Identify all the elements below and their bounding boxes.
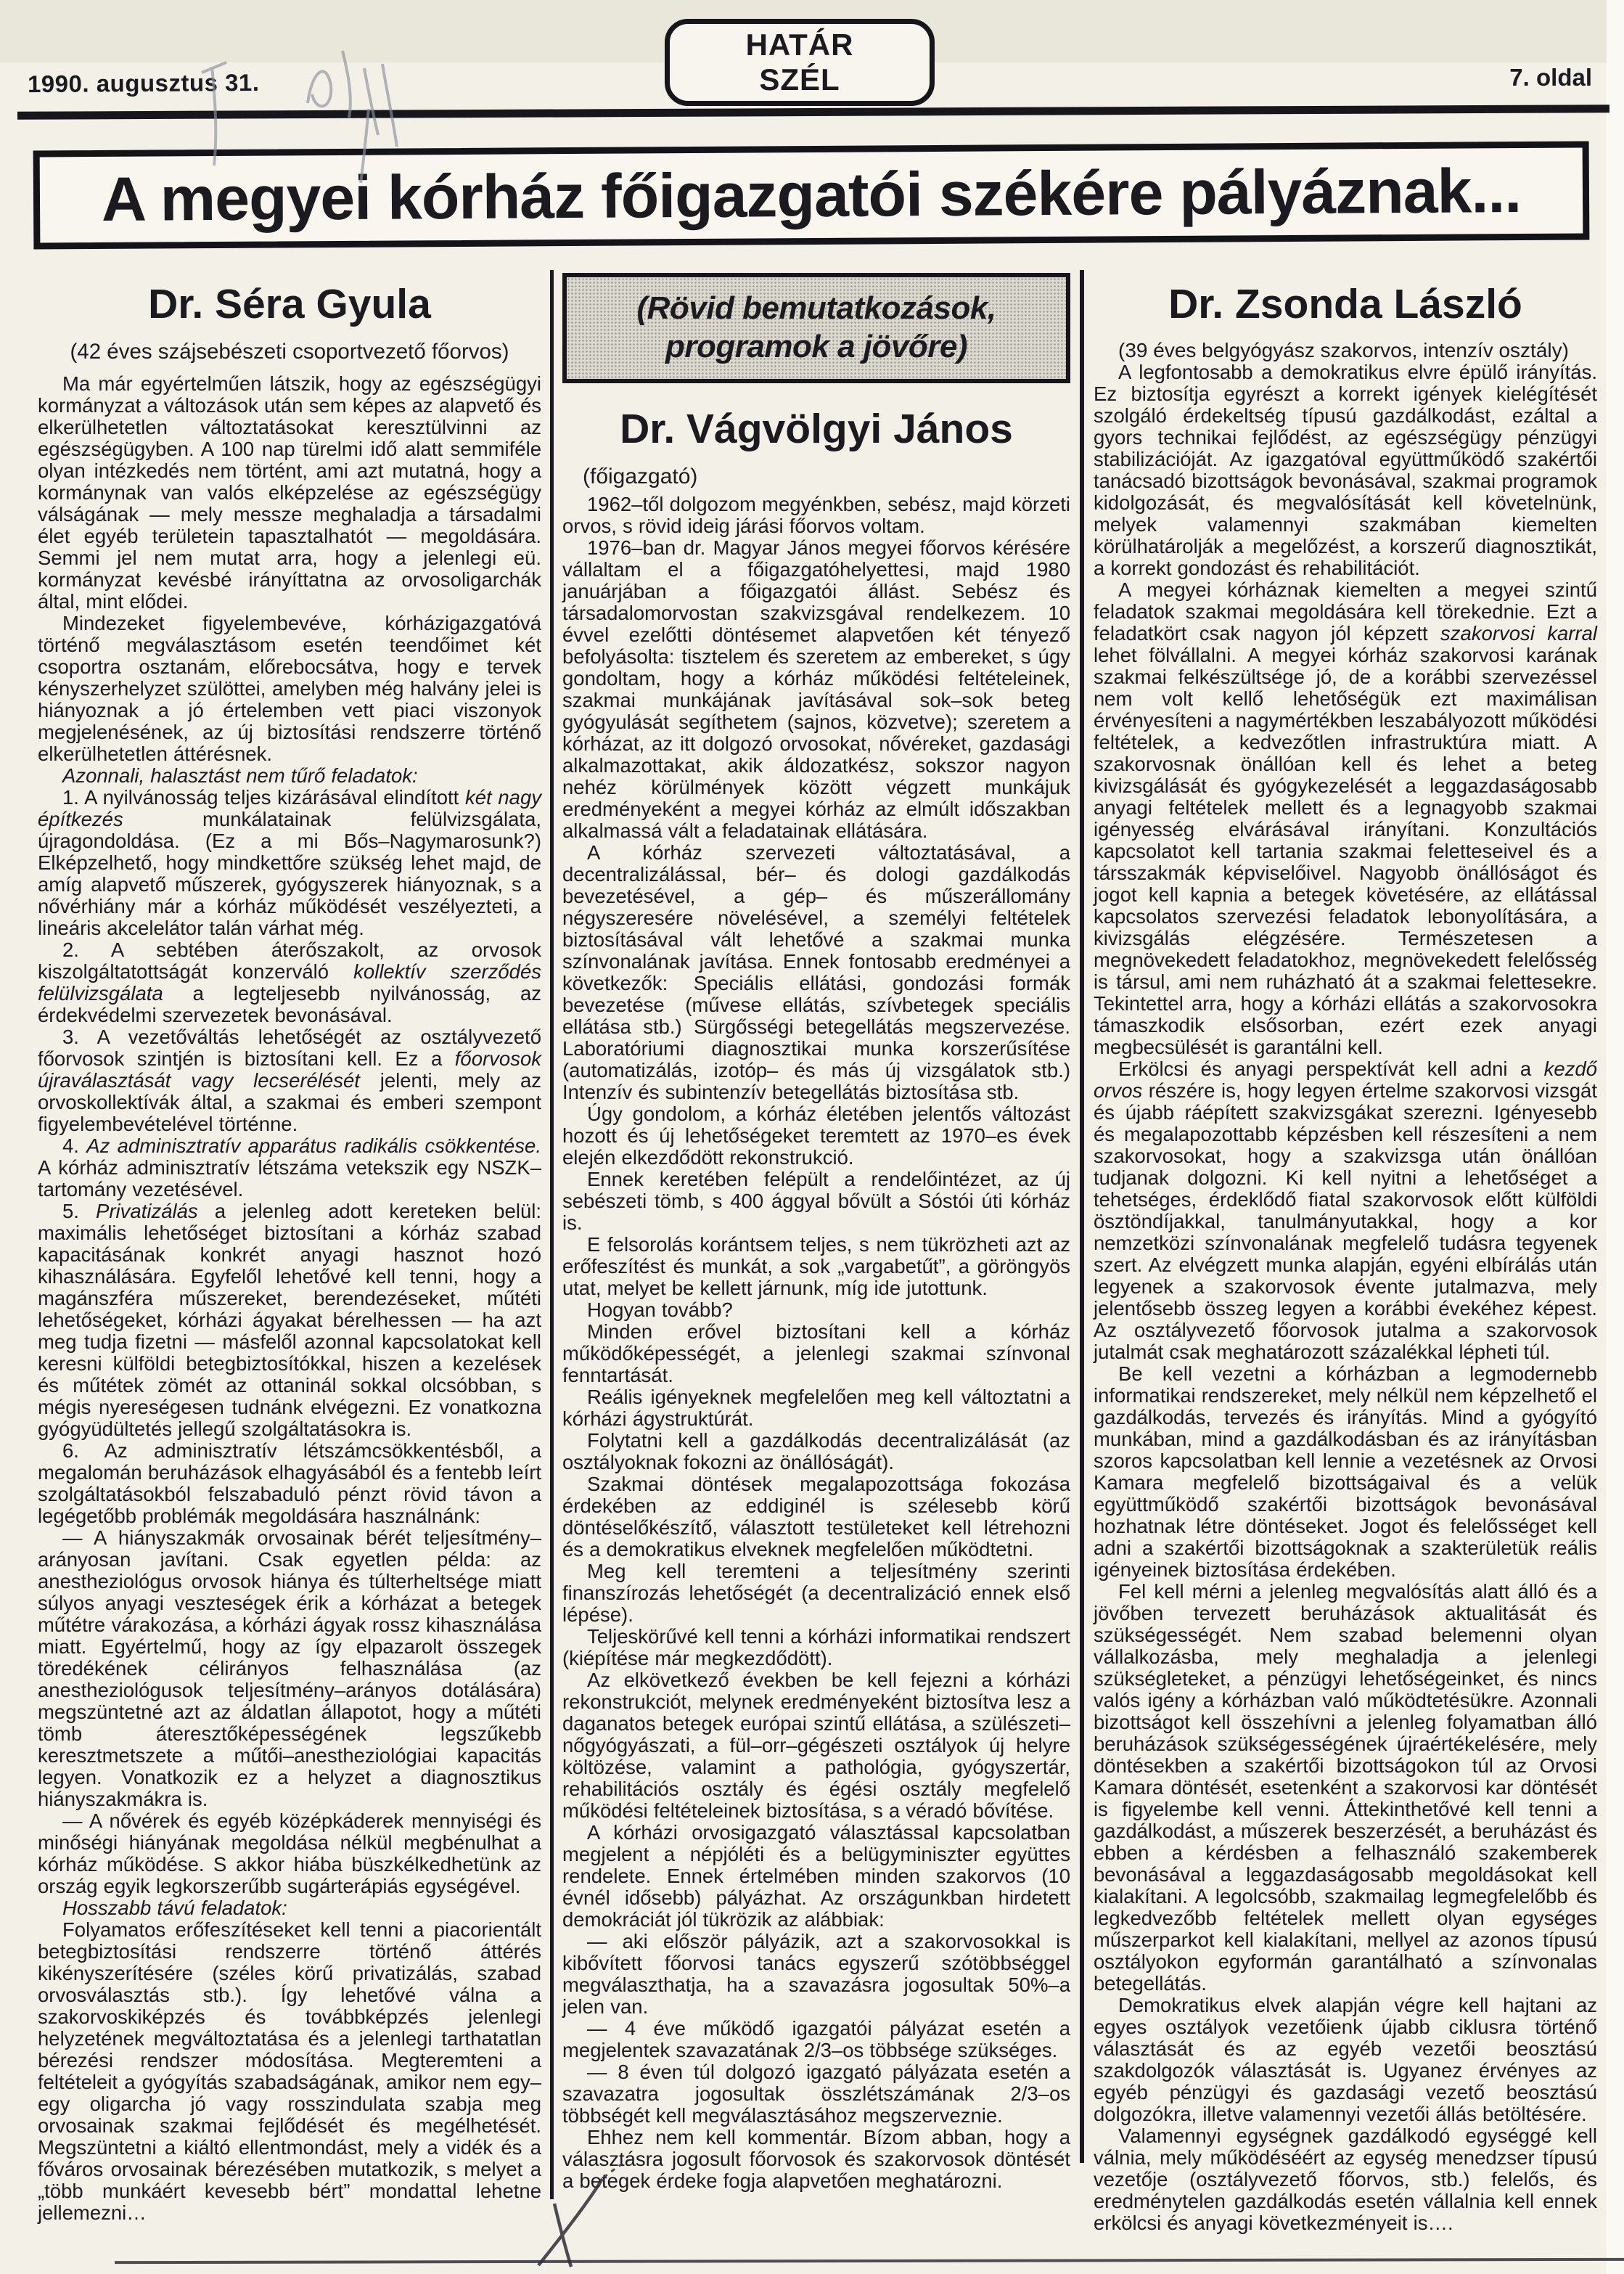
italic-emphasis: Az adminisztratív apparátus radikális csökkentése.	[86, 1134, 541, 1157]
article-paragraph	[38, 1897, 541, 1919]
column-vagvolgyi-janos	[562, 270, 1070, 2192]
italic-emphasis: Hosszabb távú feladatok:	[62, 1897, 287, 1919]
column-sera-gyula	[38, 270, 541, 2224]
italic-emphasis: két nagy építkezés	[38, 786, 541, 830]
masthead-box	[665, 19, 935, 106]
article-paragraph: — 4 éve működő igazgatói pályázat esetén a megjelentek szavazatának 2/3–os többsége szükséges.	[562, 2017, 1070, 2061]
article-paragraph: 1. A nyilvánosság teljes kizárásával elindított két nagy építkezés munkálatainak felülvizsgálata, újragondoldása. (Ez a mi Bős–Nagymarosunk?) Elképzelhető, hogy mindkettőre szükség lehet majd, de amíg alapvető műszerek, gyógyszerek hiányoznak, s a nővérhiány már a kórház működését veszélyezteti, a lineáris akcelelátor talán várhat még.	[38, 786, 541, 939]
italic-emphasis: Privatizálás	[96, 1200, 198, 1222]
article-body	[1094, 361, 1597, 2234]
series-intro-box: (Rövid bemutatkozások, programok a jövőre)	[562, 273, 1070, 383]
scan-right-edge	[1607, 0, 1624, 2274]
article-paragraph: Úgy gondolom, a kórház életében jelentős változást hozott és új lehetőségeket teremtett az 1970–es évek elején elkezdődött rekonstrukció.	[562, 1103, 1070, 1169]
article-paragraph: Teljeskörűvé kell tenni a kórházi informatikai rendszert (kiépítése már megkezdődött).	[562, 1625, 1070, 1669]
article-paragraph: Demokratikus elvek alapján végre kell hajtani az egyes osztályok vezetőienk újabb ciklusra történő választását és az egyéb vezetői beosztású szakdolgozók választását is. Ugyanez érvényes az egyéb pénzügyi és gazdasági vezető beosztású dolgozókra, illetve valamennyi vezetői állás betöltésére.	[1094, 1994, 1597, 2125]
article-paragraph: Az elkövetkező években be kell fejezni a kórházi rekonstrukciót, melynek eredményeként biztosítva lesz a daganatos betegek európai szintű ellátása, a szülészeti–nőgyógyászati, a fül–orr–gégészeti osztályok új helyre költözése, valamint a pathológia, gyógyszertár, rehabilitációs osztály és égési osztály megfelelő működési feltételeinek biztosítása, s a véradó bővítése.	[562, 1669, 1070, 1822]
page-number: 7. oldal	[1509, 64, 1592, 91]
article-paragraph: 3. A vezetőváltás lehetőségét az osztályvezető főorvosok szintjén is biztosítani kell. Ez a főorvosok újraválasztását vagy lecserélését jelenti, mely az orvoskollektívák által, a szakmai és emberi szempont figyelembevételével történne.	[38, 1026, 541, 1135]
article-paragraph: — aki először pályázik, azt a szakorvosokkal is kibővített főorvosi tanács egyszerű szótöbbséggel megválaszthatja, ha a szavazásra jogosultak 50%–a jelen van.	[562, 1930, 1070, 2018]
article-paragraph: Erkölcsi és anyagi perspektívát kell adni a kezdő orvos részére is, hogy legyen értelme szakorvosi vizsgát és újabb ráépített szakvizsgákat szerezni. Igényesebb és megalapozottabb képzésben kell részesíteni a nem szakorvosokat, hogy a szakvizsga után önállóan tudjanak dolgozni. Ki kell nyitni a lehetőséget a tehetséges, érdeklődő fiatal szakorvosok előtt külföldi ösztöndíjakkal, tanulmányutakkal, hogy a kor nemzetközi színvonalának megfelelő tudásra tegyenek szert. Az elvégzett munka alapján, egyéni elbírálás után legyenek a szakorvosok évente jutalmazva, mely jelentősebb összeg legyen a korábbi évekéhez képest. Az osztályvezető főorvosok jutalma a szakorvosok jutalmát csak meghatározott százalékkal lépheti túl.	[1094, 1058, 1597, 1363]
article-paragraph: Hogyan tovább?	[587, 1298, 733, 1321]
article-paragraph: 6. Az adminisztratív létszámcsökkentésből, a megalomán beruházások elhagyásából és a fentebb leírt szolgáltatásokból felszabaduló pénzt rövid távon a legégetőbb problémák megoldására használnánk:	[38, 1439, 542, 1527]
candidate-byline: (42 éves szájsebészeti csoportvezető főorvos)	[70, 340, 509, 364]
article-paragraph: Fel kell mérni a jelenleg megvalósítás alatt álló és a jövőben tervezett beruházások aktualitását és szükségességét. Nem szabad belemenni olyan vállalkozásba, mely meghaladja a jelenlegi szükségleteket, a pénzügyi lehetőségeinket, és nincs valós igény a kórházban való működtetésükre. Azonnali bizottságot kell összehívni a jelenleg folyamatban álló beruházások szükségességének újraértékelésére, mely döntésekben a szakértői bizottságokon túl az Orvosi Kamara döntését, esetenként a szakorvosi kar döntését is figyelembe kell venni. Áttekinthetővé kell tenni a gazdálkodást, a műszerek beszerzését, a beruházást és ebben a kérdésben a felhasználó szakemberek bevonásával a leggazdaságosabb megoldásokat kell kialakítani. A legolcsóbb, szakmailag legmegfelelőbb és legkedvezőbb feltételek mellett olyan egységes műszerparkot kell kialakítani, mellyel az azonos típusú osztályokon egyformán garantálható a színvonalas betegellátás.	[1094, 1580, 1597, 1995]
candidate-byline: (főigazgató)	[583, 465, 698, 488]
article-paragraph: 1962–től dolgozom megyénkben, sebész, majd körzeti orvos, s rövid ideig járási főorvos voltam.	[562, 493, 1070, 537]
article-body	[562, 494, 1070, 2192]
masthead-title-line1: HATÁR	[745, 28, 854, 62]
article-paragraph: Meg kell teremteni a teljesítmény szerinti finanszírozás lehetőségét (a decentralizáció ennek első lépése).	[562, 1560, 1070, 1626]
header-rule	[17, 105, 1609, 120]
article-paragraph: 1976–ban dr. Magyar János megyei főorvos kérésére vállaltam el a főigazgatóhelyettesi, majd 1980 januárjában a főigazgatói állást. Sebész és társadalomorvostan szakvizsgával rendelkezem. 10 évvel ezelőtti döntésemet alapvetően két tényező befolyásolta: tisztelem és szeretem az embereket, s úgy gondoltam, hogy a kórház működési feltételeinek, szakmai munkájának javításával sok–sok beteg gyógyulását segíthetem (sajnos, közvetve); szeretem a kórházat, az itt dolgozó orvosokat, nővéreket, gazdasági alkalmazottakat, akik áldozatkész, sokszor nagyon nehéz körülmények között végzett munkájuk eredményeként a megyei kórház az elmúlt időszakban alkalmassá vált a feladatainak ellátására.	[562, 536, 1070, 842]
article-paragraph: — 8 éven túl dolgozó igazgató pályázata esetén a szavazatra jogosultak összlétszámának 2/3–os többségét kell megválasztásához megszerveznie.	[562, 2061, 1070, 2127]
article-paragraph: Szakmai döntések megalapozottsága fokozása érdekében az eddiginél is szélesebb körű döntéselőkészítő, választott testületeket kell létrehozni és a demokratikus elveknek megfelelően működtetni.	[562, 1473, 1070, 1561]
article-paragraph: A legfontosabb a demokratikus elvre épülő irányítás. Ez biztosítja egyrészt a korrekt igények kielégítését szolgáló érdekeltség típusú gazdálkodást, ezáltal a gyors technikai fejlődést, az egészségügy pénzügyi stabilizációját. Az igazgatóval együttműködő szakértői tanácsadó bizottságok bevonásával, szakmai programok kidolgozását, és megvalósítását kell követelnünk, melyek valamennyi szakmában kiemelten körülhatárolják a megelőzést, a korszerű diagnosztikát, a korrekt gondozást és rehabilitációt.	[1094, 361, 1597, 579]
column-divider	[550, 270, 554, 2199]
article-paragraph: Ennek keretében felépült a rendelőintézet, az új sebészeti tömb, s 400 ággyal bővült a Sóstói úti kórház is.	[562, 1168, 1070, 1234]
article-paragraph: 2. A sebtében áterőszakolt, az orvosok kiszolgáltatottságát konzerváló kollektív szerződés felülvizsgálata a legteljesebb nyilvánosság, az érdekvédelmi szervezetek bevonásával.	[38, 938, 541, 1026]
article-paragraph: A megyei kórháznak kiemelten a megyei szintű feladatok szakmai megoldására kell törekednie. Ezt a feladatkört csak nagyon jól képzett szakorvosi karral lehet fölvállalni. A megyei kórház szakorvosi karának szakmai felkészültsége jó, de a korábbi szervezéssel nem volt kellő lehetőségük ezt maximálisan érvényesíteni a nagymértékben leszabályozott működési feltételek, a kedvezőtlen infrastruktúra miatt. A szakorvosnak önállóan kell és lehet a beteg kivizsgálását és gyógykezelését a leggazdaságosabb anyagi feltételek mellett és a legnagyobb szakmai igényesség elvárásával irányítani. Konzultációs kapcsolatot kell tartania szakmai feletteseivel és a társszakmák képviselőivel. Nagyobb önállóságot és jogot kell kapnia a betegek követésére, az ellátással kapcsolatos szervezési feladatok lebonyolítására, a kivizsgálás elégzésére. Természetesen a megnövekedett feladatokhoz, megnövekedett felelősség is társul, ami nem ruházható át a szakmai felettesekre. Tekintettel arra, hogy a kórházi ellátás a szakorvosokra támaszkodik elsősorban, ezért ezek anyagi megbecsülését is garantálni kell.	[1094, 578, 1597, 1058]
article-paragraph: Ehhez nem kell kommentár. Bízom abban, hogy a választásra jogosult főorvosok és szakorvosok döntését a betegek érdeke fogja alapvetően meghatározni.	[562, 2126, 1070, 2192]
masthead-title-line2: SZÉL	[759, 62, 840, 97]
italic-emphasis: kezdő orvos	[1094, 1058, 1597, 1102]
article-paragraph: 5. Privatizálás a jelenleg adott kereteken belül: maximális lehetőséget biztosítani a kórház szabad kapacitásának konkrét anyagi hasznot hozó kihasználására. Egyfelől lehetővé kell tenni, hogy a magánszféra műszereket, berendezéseket, műtéti lehetőségeket, kórházi ágyakat bérelhessen — ha azt meg tudja fizetni — másfelől azonnal kapcsolatokat kell keresni külföldi betegbiztosítókkal, hiszen a kezelések és műtétek zömét az ottaninál sokkal olcsóbban, s mégis nyereségesen tudnánk elvégezni. Ez vonatkozna gyógyüdültetés jellegű szolgáltatásokra is.	[38, 1200, 541, 1440]
italic-emphasis: szakorvosi karral	[1440, 622, 1597, 645]
main-headline: A megyei kórház főigazgatói székére pályáznak...	[101, 155, 1522, 234]
article-paragraph: Valamennyi egységnek gazdálkodó egységgé kell válnia, mely működéséért az egység menedzser típusú vezetője (osztályvezető főorvos, stb.) felelős, és eredménytelen gazdálkodás esetén vállalnia kell ennek erkölcsi és anyagi következményeit is….	[1094, 2124, 1597, 2234]
italic-emphasis: Azonnali, halasztást nem tűrő feladatok:	[62, 764, 418, 787]
candidate-name-heading: Dr. Séra Gyula	[148, 281, 431, 327]
article-body	[38, 373, 541, 2224]
issue-date: 1990. augusztus 31.	[27, 68, 260, 98]
article-columns	[38, 270, 1599, 2234]
column-zsonda-laszlo	[1094, 270, 1597, 2234]
article-paragraph: Folyamatos erőfeszítéseket kell tenni a piacorientált betegbiztosítási rendszerre történő áttérés kikényszerítésére (széles körű privatizálás, szabad orvosválasztás stb.). Így lehetővé válna a szakorvoskiképzés és továbbképzés jelenlegi helyzetének megváltoztatása és a jelenlegi tarthatatlan bérezési rendszer módosítása. Megteremteni a feltételeit a gyógyítás szabadságának, amikor nem egy–egy oligarcha jó vagy rosszindulata szabja meg orvosainak szakmai fejlődését és megélhetését. Megszüntetni a kiáltó ellentmondást, mely a vidék és a főváros orvosainak bérezésében mutatkozik, s melyet a „több munkáért kevesebb bért” mondattal lehetne jellemezni…	[38, 1918, 541, 2224]
italic-emphasis: főorvosok újraválasztását vagy lecserélését	[38, 1047, 541, 1092]
article-paragraph: Ma már egyértelműen látszik, hogy az egészségügyi kormányzat a változások után sem képes az alapvető és elkerülhetetlen változtatásokat keresztülvinni az egészségügyben. A 100 nap türelmi idő alatt semmiféle olyan intézkedés nem történt, ami azt mutatná, hogy a kormánynak van valós elképzelése az egészségügy válságának — mely messze meghaladja a társadalmi élet egyéb területein tapasztalhatót — megoldására. Semmi jel nem mutat arra, hogy a jelenlegi eü. kormányzat kevésbé irányíttatna az orvosoligarchák által, mint elődei.	[38, 372, 541, 613]
candidate-name-heading: Dr. Vágvölgyi János	[620, 406, 1013, 452]
headline-box	[33, 141, 1590, 249]
article-paragraph: E felsorolás korántsem teljes, s nem tükrözheti azt az erőfeszítést és munkát, a sok „vargabetűt”, a göröngyös utat, melyet be kellett járnunk, míg ide jutottunk.	[562, 1233, 1070, 1299]
article-paragraph: Mindezeket figyelembevéve, kórházigazgatóvá történő megválasztásom esetén teendőimet két csoportra osztanám, előrebocsátva, hogy e tervek kényszerhelyzet szülöttei, amelyben még halvány jelei is hiányoznak a jó értelemben vett piaci viszonyok megjelenésének, az új biztosítási rendszerre történő elkerülhetetlen áttérésnek.	[38, 612, 541, 765]
article-paragraph	[38, 765, 541, 787]
candidate-byline: (39 éves belgyógyász szakorvos, intenzív osztály)	[1118, 339, 1569, 361]
article-paragraph: A kórház szervezeti változtatásával, a decentralizálással, bér– és dologi gazdálkodás bevezetésével, a gép– és műszerállomány négyszeresére növelésével, a személyi feltételek biztosításával vált lehetővé a szakmai munka színvonalának javítása. Ennek fontosabb eredményei a következők: Speciális ellátási, gondozási formák bevezetése (művese ellátás, szívbetegek speciális ellátása stb.) Sürgősségi betegellátás megszervezése. Laboratóriumi diagnosztikai munka korszerűsítése (automatizálás, izotóp– és más új vizsgálatok stb.) Intenzív és subintenzív betegellátás biztosítása stb.	[562, 841, 1070, 1103]
article-paragraph: 4. Az adminisztratív apparátus radikális csökkentése. A kórház adminisztratív létszáma vetekszik egy NSZK–tartomány vezetésével.	[38, 1134, 541, 1201]
article-paragraph: Be kell vezetni a kórházban a legmodernebb informatikai rendszereket, mely nélkül nem képzelhető el gazdálkodás, tervezés és irányítás. Mind a gyógyító munkában, mind a gazdálkodásban és az irányításban szoros kapcsolatban kell lennie a vezetésnek az Orvosi Kamara megfelelő bizottságaival és a velük együttműködő szakértői bizottságok bevonásával hozhatnak létre döntéseket. Jogot és felelősséget kell adni a szakértői bizottságoknak a szakterületük reális igényeinek biztosítása érdekében.	[1094, 1362, 1597, 1581]
candidate-name-heading: Dr. Zsonda László	[1168, 281, 1522, 327]
column-divider	[1080, 270, 1084, 2163]
article-paragraph: Minden erővel biztosítani kell a kórház működőképességét, a jelenlegi szakmai színvonal fenntartását.	[562, 1320, 1070, 1386]
article-paragraph: — A nővérek és egyéb középkáderek mennyiségi és minőségi hiányának megoldása nélkül megbénulhat a kórház működése. S akkor hiába büszkélkedhetünk az ország egyik legkorszerűbb sugárterápiás egységével.	[38, 1809, 541, 1897]
page-bottom-rule	[115, 2258, 1624, 2264]
article-paragraph: Reális igényeknek megfelelően meg kell változtatni a kórházi ágystruktúrát.	[562, 1386, 1070, 1430]
article-paragraph: — A hiányszakmák orvosainak bérét teljesítmény–arányosan javítani. Csak egyetlen példa: az anestheziológus orvosok hiánya és túlterheltsége miatt súlyos anyagi veszteségek érik a kórházat a betegek műtétre várakozása, a kórházi ágyak rossz kihasználása miatt. Egyértelmű, hogy az így elpazarolt összegek töredékének célirányos felhasználása (az anestheziológusok teljesítmény–arányos dotálására) megszüntetné azt az áldatlan állapotot, hogy a műtéti tömb áteresztőképességének legszűkebb keresztmetszete a műtői–anestheziológiai kapacitás legyen. Vonatkozik ez a helyzet a diagnosztikus hiányszakmákra is.	[38, 1526, 541, 1810]
article-paragraph: Folytatni kell a gazdálkodás decentralizálását (az osztályoknak fokozni az önállóságát).	[562, 1429, 1070, 1473]
italic-emphasis: kollektív szerződés felülvizsgálata	[38, 960, 541, 1005]
article-paragraph: A kórházi orvosigazgató választással kapcsolatban megjelent a népjóléti és a belügyminiszter együttes rendelete. Ennek értelmében minden szakorvos (10 évnél idősebb) pályázhat. Az országunkban hirdetett demokráciát jól tükrözik az alábbiak:	[562, 1821, 1070, 1931]
